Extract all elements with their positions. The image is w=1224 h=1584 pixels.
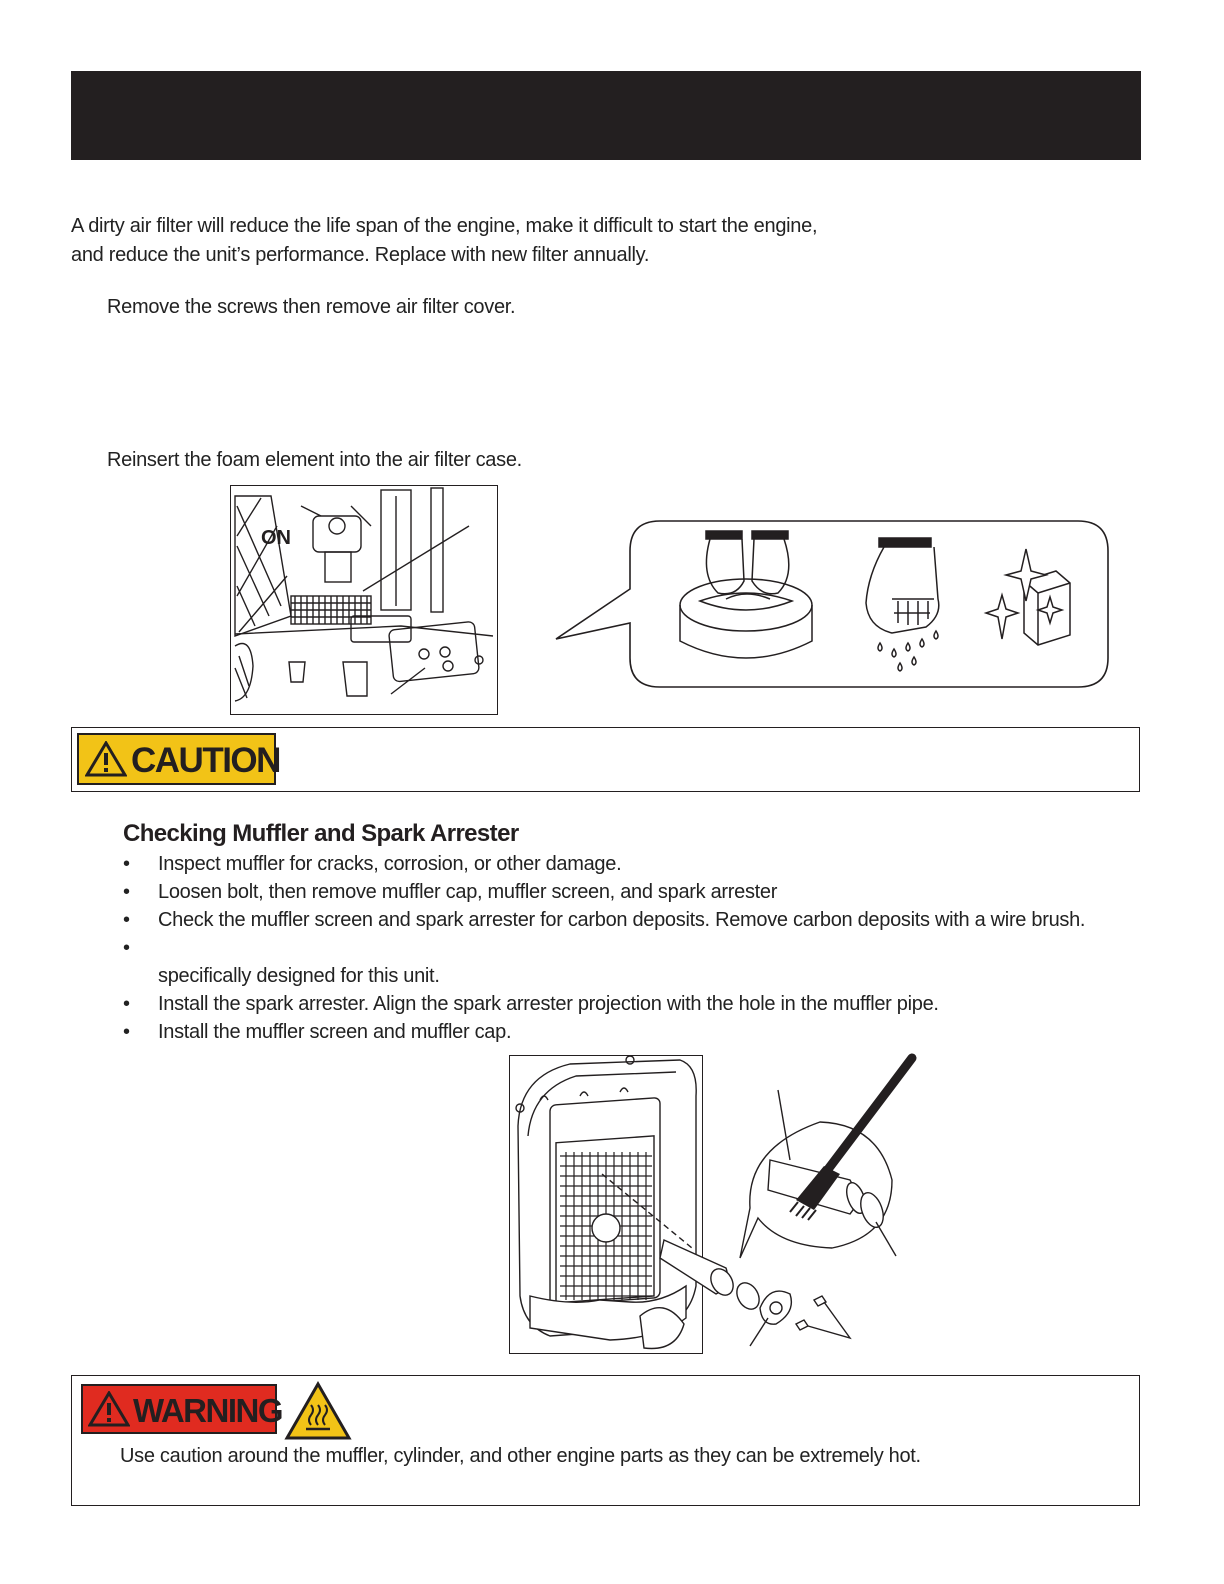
hot-surface-icon (284, 1381, 352, 1441)
air-filter-figure (230, 485, 498, 715)
step-reinsert-foam: Reinsert the foam element into the air filter case. (107, 449, 522, 471)
intro-paragraph: A dirty air filter will reduce the life span of the engine, make it difficult to start the engine, and reduce the unit’s performance. Replace with new filter annually. (71, 215, 818, 266)
warning-text: Use caution around the muffler, cylinder, and other engine parts as they can be extremely hot. (120, 1445, 921, 1467)
muffler-section-title: Checking Muffler and Spark Arrester (123, 820, 519, 847)
warning-triangle-icon (88, 1391, 130, 1427)
step-remove-cover: Remove the screws then remove air filter cover. (107, 296, 516, 318)
spark-arrester-exploded-view (600, 1050, 930, 1350)
air-filter-illustration (231, 486, 497, 714)
warning-badge (81, 1384, 282, 1434)
warning-triangle-icon (85, 741, 127, 777)
header-bar (71, 71, 1141, 160)
engine-switch-label: ON (261, 527, 291, 549)
caution-badge (77, 733, 280, 785)
caution-label: CAUTION (131, 741, 280, 780)
warning-label: WARNING (133, 1392, 282, 1429)
cleaning-steps-bubble (550, 515, 1115, 695)
